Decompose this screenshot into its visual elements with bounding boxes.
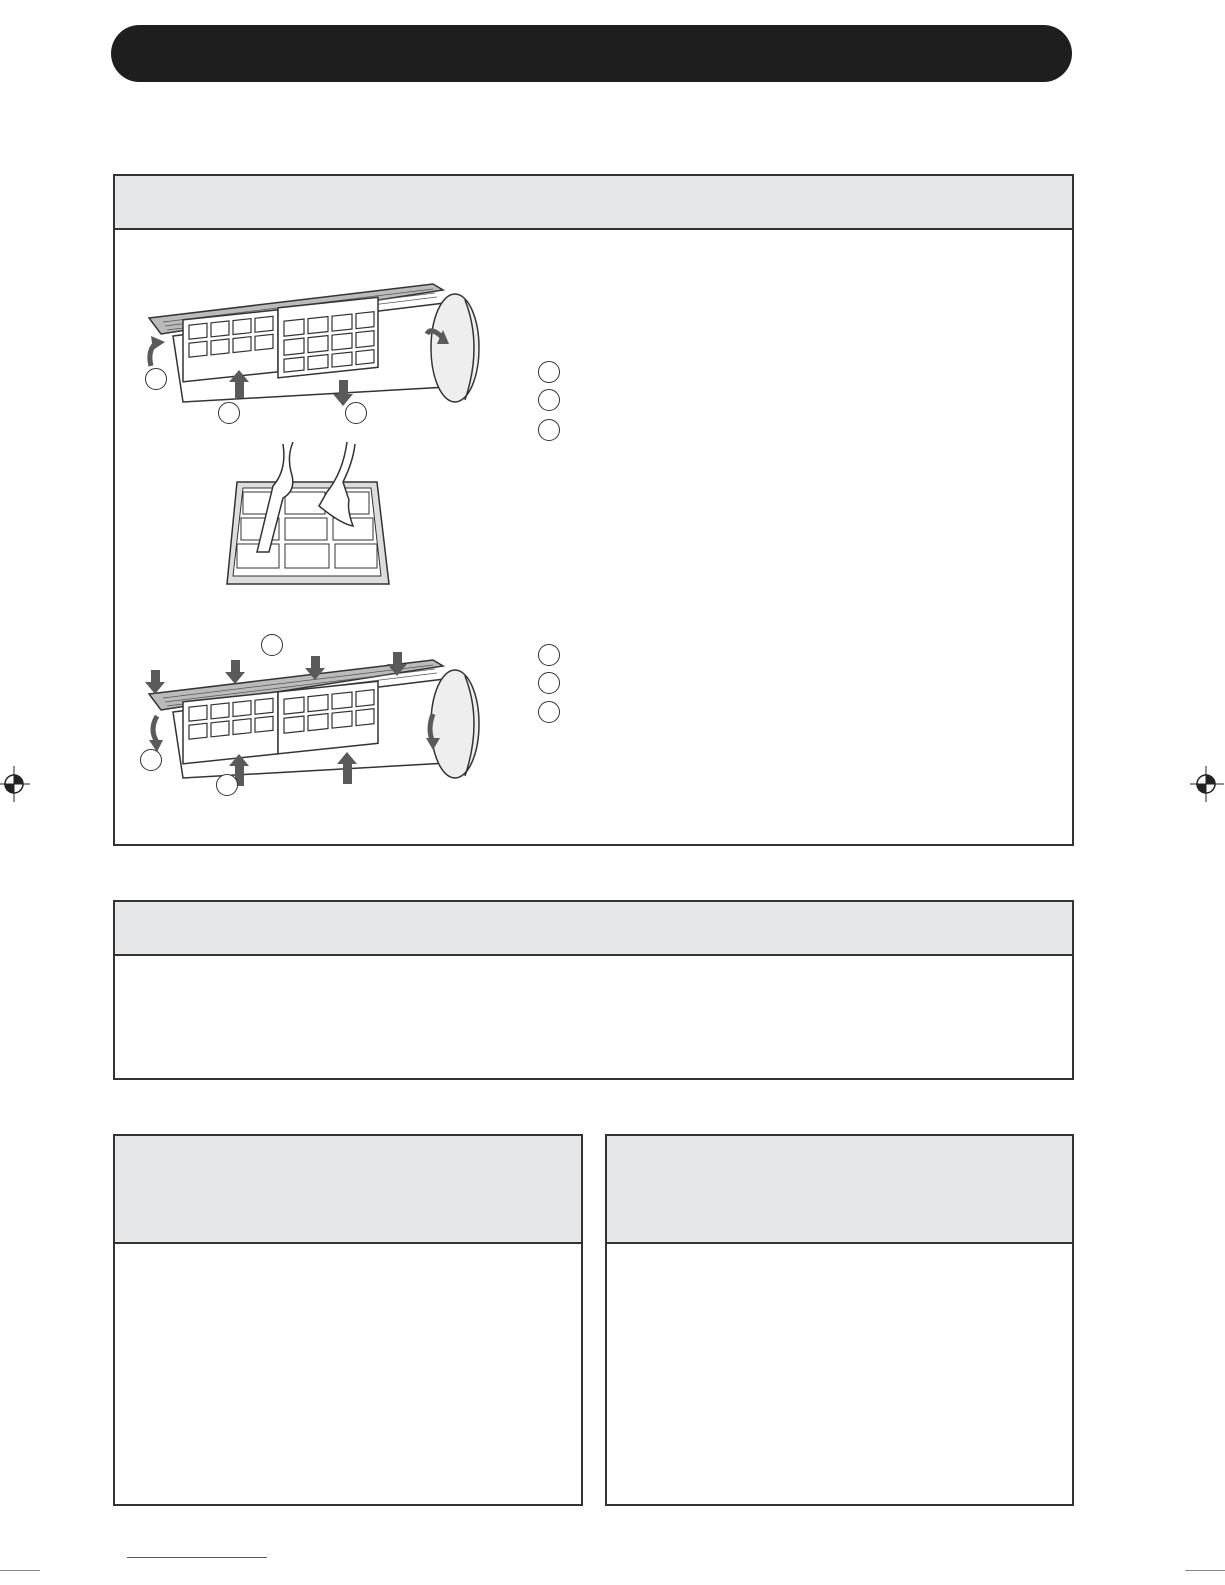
bottom-left-section-header [115, 1136, 581, 1244]
middle-section [113, 900, 1074, 1080]
callout-remove-bottom-2 [345, 402, 367, 424]
filter-clean-illustration [223, 442, 393, 588]
unit-remove-illustration [143, 276, 483, 436]
callout-remove-bottom-1 [218, 402, 240, 424]
crop-line-right [1185, 1570, 1225, 1571]
registration-mark-right [1190, 766, 1224, 802]
step-marker-4 [538, 644, 560, 666]
bottom-left-section [113, 1134, 583, 1506]
callout-install-top [261, 634, 283, 656]
filter-section-header [115, 176, 1072, 230]
filter-section [113, 174, 1074, 846]
footer-link-underline [127, 1557, 267, 1558]
step-marker-5 [538, 672, 560, 694]
step-marker-1 [538, 361, 560, 383]
step-marker-6 [538, 701, 560, 723]
callout-remove-left [145, 368, 167, 390]
bottom-right-section-header [607, 1136, 1072, 1244]
bottom-right-section [605, 1134, 1074, 1506]
step-marker-2 [538, 389, 560, 411]
unit-install-illustration [143, 652, 483, 812]
step-marker-3 [538, 419, 560, 441]
page-title-bar [111, 25, 1072, 82]
middle-section-header [115, 902, 1072, 956]
registration-mark-left [0, 766, 30, 802]
callout-install-left [140, 749, 162, 771]
callout-install-bottom [216, 774, 238, 796]
crop-line-left [0, 1570, 40, 1571]
